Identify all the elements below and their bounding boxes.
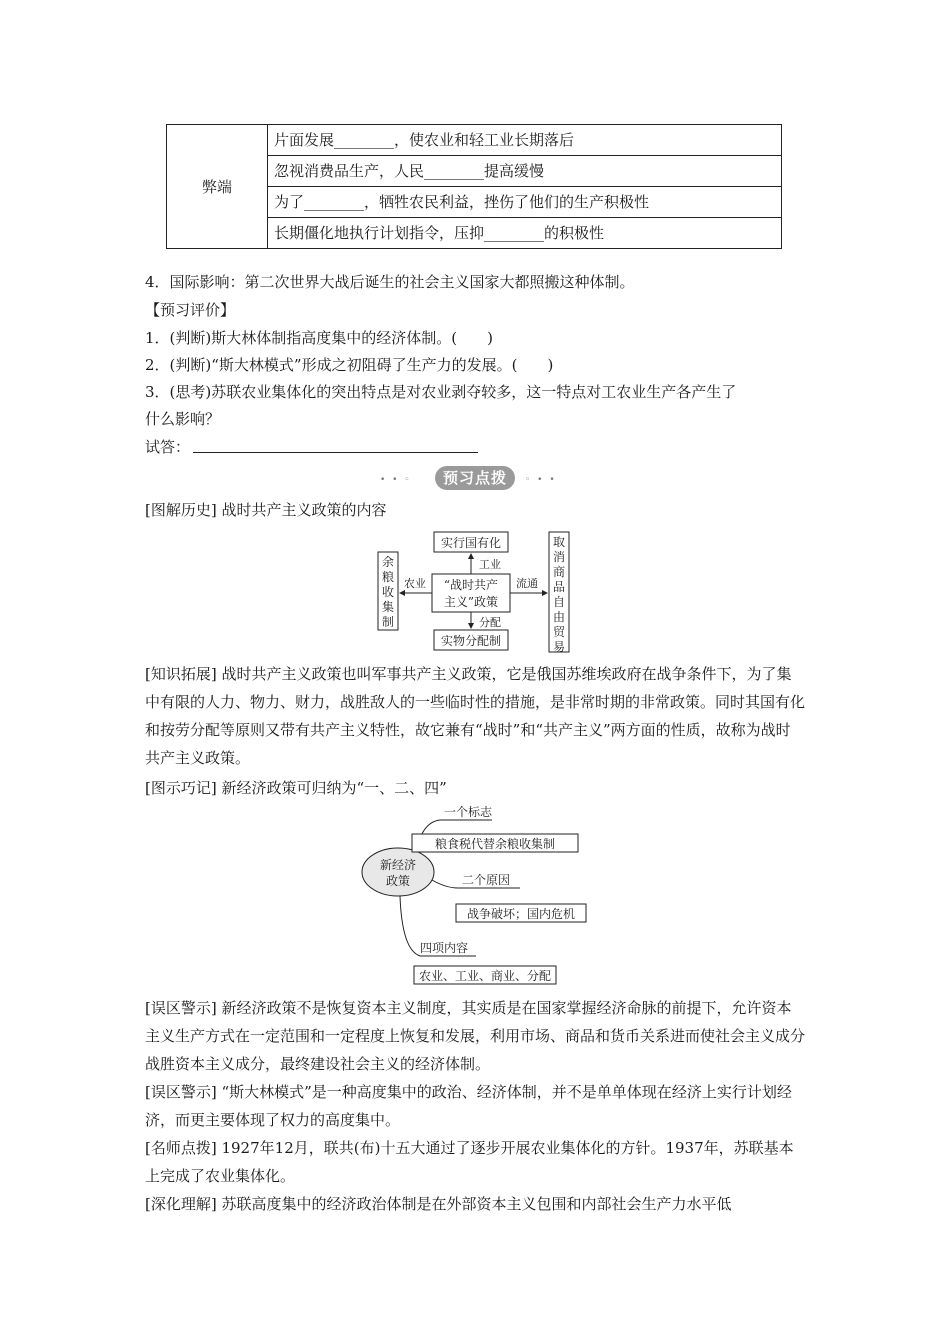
table-row: 为了________，牺牲农民利益，挫伤了他们的生产积极性: [268, 187, 782, 218]
left-box-char: 粮: [381, 570, 395, 584]
table-head-cell: 弊端: [167, 125, 268, 249]
diagram1-caption: [图解历史] 战时共产主义政策的内容: [145, 501, 387, 519]
question-3-line2: 什么影响？: [145, 410, 221, 428]
branch3-label: 四项内容: [420, 941, 469, 955]
branch1-label: 一个标志: [444, 805, 493, 819]
knowledge-extension: [知识拓展] 战时共产主义政策也叫军事共产主义政策，它是俄国苏维埃政府在战争条件下，为了集中有限的人力、物力、财力，战胜敌人的一些临时性的措施，是非常时期的非常政策。同时其国有化和按劳分配等原则又带有共产主义特性，故它兼有“战时”和“共产主义”两方面的性质，故称为战时共产主义政策。: [145, 665, 806, 767]
deepen-understanding: [深化理解] 苏联高度集中的经济政治体制是在外部资本主义包围和内部社会生产力水平低: [145, 1195, 732, 1213]
table-row: 片面发展________，使农业和轻工业长期落后: [268, 125, 782, 156]
international-impact: 4．国际影响：第二次世界大战后诞生的社会主义国家大都照搬这种体制。: [145, 273, 635, 291]
war-communism-diagram: [370, 528, 580, 656]
left-box-text: [382, 555, 394, 629]
center-line2: 政策: [385, 874, 411, 888]
branch2-box-text: 战争破坏；国内危机: [466, 907, 576, 921]
left-label: 农业: [404, 577, 426, 590]
question-2: 2．(判断)“斯大林模式”形成之初阻碍了生产力的发展。( ): [145, 356, 554, 374]
right-box-char: 自: [552, 595, 566, 609]
left-box-char: 余: [381, 555, 395, 569]
answer-label: 试答：: [145, 438, 191, 456]
drawbacks-table: [166, 124, 782, 249]
center-ellipse: [362, 848, 434, 896]
right-box-char: 品: [552, 580, 566, 594]
right-box-char: 贸: [552, 625, 566, 639]
teacher-tip: [名师点拨] 1927年12月，联共(布)十五大通过了逐步开展农业集体化的方针。1937年，苏联基本上完成了农业集体化。: [145, 1139, 794, 1185]
diagram2-caption: [图示巧记] 新经济政策可归纳为“一、二、四”: [145, 779, 447, 797]
left-box-char: 集: [381, 600, 395, 614]
branch2-label: 二个原因: [462, 873, 511, 887]
question-1: 1．(判断)斯大林体制指高度集中的经济体制。( ): [145, 329, 493, 347]
center-line1: 新经济: [379, 858, 417, 872]
right-box-char: 易: [552, 640, 566, 654]
left-box-char: 收: [381, 585, 395, 599]
table-row: 忽视消费品生产，人民________提高缓慢: [268, 156, 782, 187]
branch1-box-text: 粮食税代替余粮收集制: [434, 837, 556, 851]
question-3-line1: 3．(思考)苏联农业集体化的突出特点是对农业剥夺较多，这一特点对工农业生产各产生了: [145, 383, 737, 401]
banner-dots-right: ◦ • •: [525, 475, 557, 485]
table-row: 长期僵化地执行计划指令，压抑________的积极性: [268, 218, 782, 249]
bottom-label: 分配: [479, 616, 501, 629]
center-line1: “战时共产: [443, 578, 499, 592]
left-box-char: 制: [381, 615, 395, 629]
answer-blank[interactable]: [193, 452, 478, 453]
top-box-text: 实行国有化: [440, 536, 502, 550]
right-box-char: 消: [552, 550, 566, 564]
preview-tips-banner: [380, 466, 570, 492]
right-box-char: 取: [552, 535, 566, 549]
right-box-text: [553, 535, 566, 654]
banner-label: 预习点拨: [435, 466, 515, 490]
nep-mindmap: [360, 800, 590, 990]
top-label: 工业: [479, 558, 501, 571]
right-box-char: 商: [552, 565, 566, 579]
banner-dots-left: • • ◦: [380, 475, 412, 485]
misconception-warning-1: [误区警示] 新经济政策不是恢复资本主义制度，其实质是在国家掌握经济命脉的前提下，允许资本主义生产方式在一定范围和一定程度上恢复和发展，利用市场、商品和货币关系进而使社会主义成分战胜资本主义成分，最终建设社会主义的经济体制。: [145, 999, 806, 1073]
right-box-char: 由: [552, 610, 566, 624]
preview-eval-title: 【预习评价】: [145, 301, 236, 319]
center-line2: 主义”政策: [443, 595, 499, 609]
bottom-box-text: 实物分配制: [440, 634, 502, 648]
right-label: 流通: [516, 577, 538, 590]
branch3-box-text: 农业、工业、商业、分配: [418, 969, 552, 983]
misconception-warning-2: [误区警示] “斯大林模式”是一种高度集中的政治、经济体制，并不是单单体现在经济上实行计划经济，而更主要体现了权力的高度集中。: [145, 1083, 792, 1129]
